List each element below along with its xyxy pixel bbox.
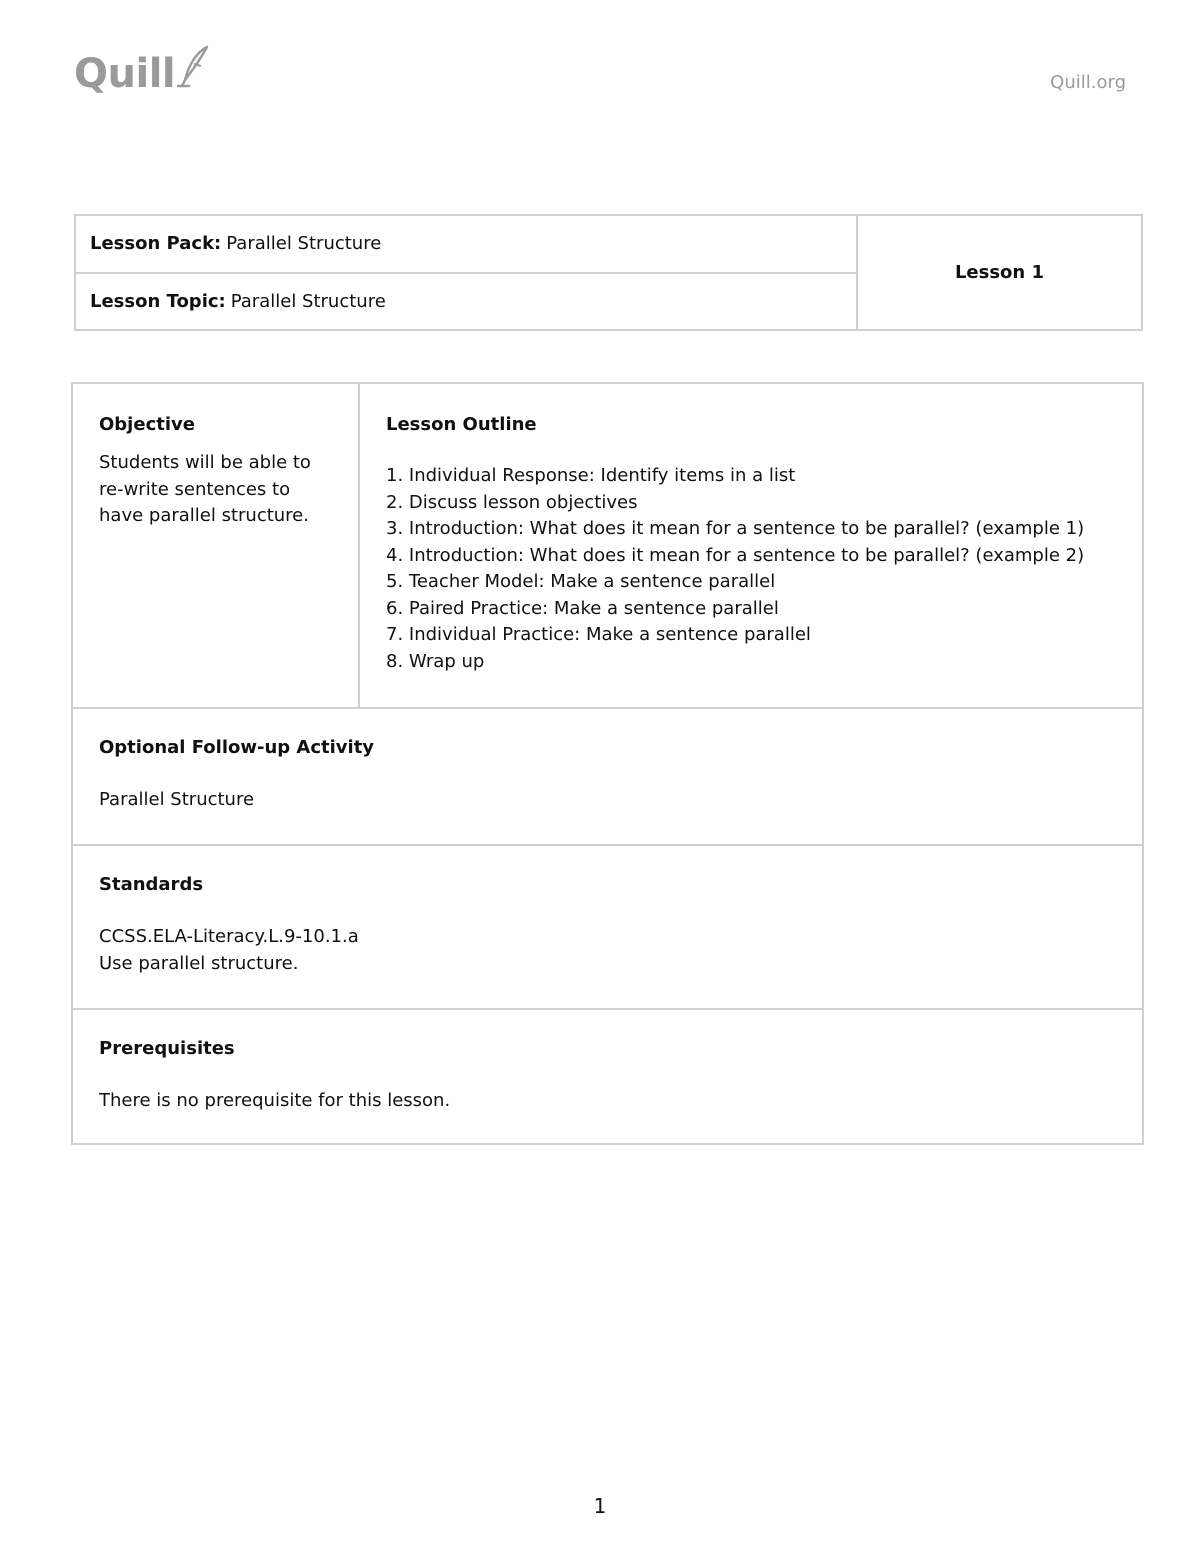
logo-text: Quill xyxy=(74,51,176,97)
outline-item: 7. Individual Practice: Make a sentence parallel xyxy=(386,624,811,645)
lesson-pack-label: Lesson Pack: xyxy=(90,233,222,255)
outline-item: 2. Discuss lesson objectives xyxy=(386,491,638,513)
lesson-outline-list xyxy=(386,463,1122,675)
lesson-number: Lesson 1 xyxy=(954,262,1045,283)
followup-text: Parallel Structure xyxy=(99,789,255,810)
lesson-topic-row xyxy=(76,272,856,330)
quill-pen-icon xyxy=(177,44,211,92)
outline-item: 3. Introduction: What does it mean for a sentence to be parallel? (example 1) xyxy=(386,518,1085,539)
lesson-pack-row xyxy=(76,216,856,272)
lesson-outline-title: Lesson Outline xyxy=(386,414,537,435)
outline-item: 4. Introduction: What does it mean for a sentence to be parallel? (example 2) xyxy=(386,544,1085,566)
prerequisites-text: There is no prerequisite for this lesson. xyxy=(99,1090,451,1111)
quill-logo xyxy=(74,44,211,97)
objective-title: Objective xyxy=(99,414,195,435)
lesson-outline-cell xyxy=(360,384,1142,707)
page-number: 1 xyxy=(593,1494,607,1518)
lesson-pack-value: Parallel Structure xyxy=(226,233,382,255)
standards-title: Standards xyxy=(99,874,204,895)
standards-text: Use parallel structure. xyxy=(99,952,299,974)
prerequisites-section xyxy=(73,1010,1142,1115)
outline-item: 5. Teacher Model: Make a sentence parallel xyxy=(386,571,776,592)
lesson-header-table xyxy=(74,214,1143,331)
prerequisites-title: Prerequisites xyxy=(99,1038,235,1059)
site-link[interactable]: Quill.org xyxy=(1050,72,1126,93)
outline-item: 1. Individual Response: Identify items in a list xyxy=(386,465,796,486)
objective-outline-row xyxy=(73,384,1142,709)
lesson-topic-label: Lesson Topic: xyxy=(90,290,226,312)
followup-title: Optional Follow-up Activity xyxy=(99,737,375,758)
standards-code: CCSS.ELA-Literacy.L.9-10.1.a xyxy=(99,926,359,947)
lesson-topic-value: Parallel Structure xyxy=(230,290,386,312)
standards-section xyxy=(73,846,1142,1010)
followup-section xyxy=(73,709,1142,846)
objective-cell xyxy=(73,384,360,707)
outline-item: 6. Paired Practice: Make a sentence parallel xyxy=(386,597,779,619)
lesson-details-table xyxy=(71,382,1144,1145)
outline-item: 8. Wrap up xyxy=(386,650,485,672)
lesson-header-left xyxy=(76,216,858,329)
objective-text: Students will be able to re-write sentences to have parallel structure. xyxy=(99,452,311,526)
